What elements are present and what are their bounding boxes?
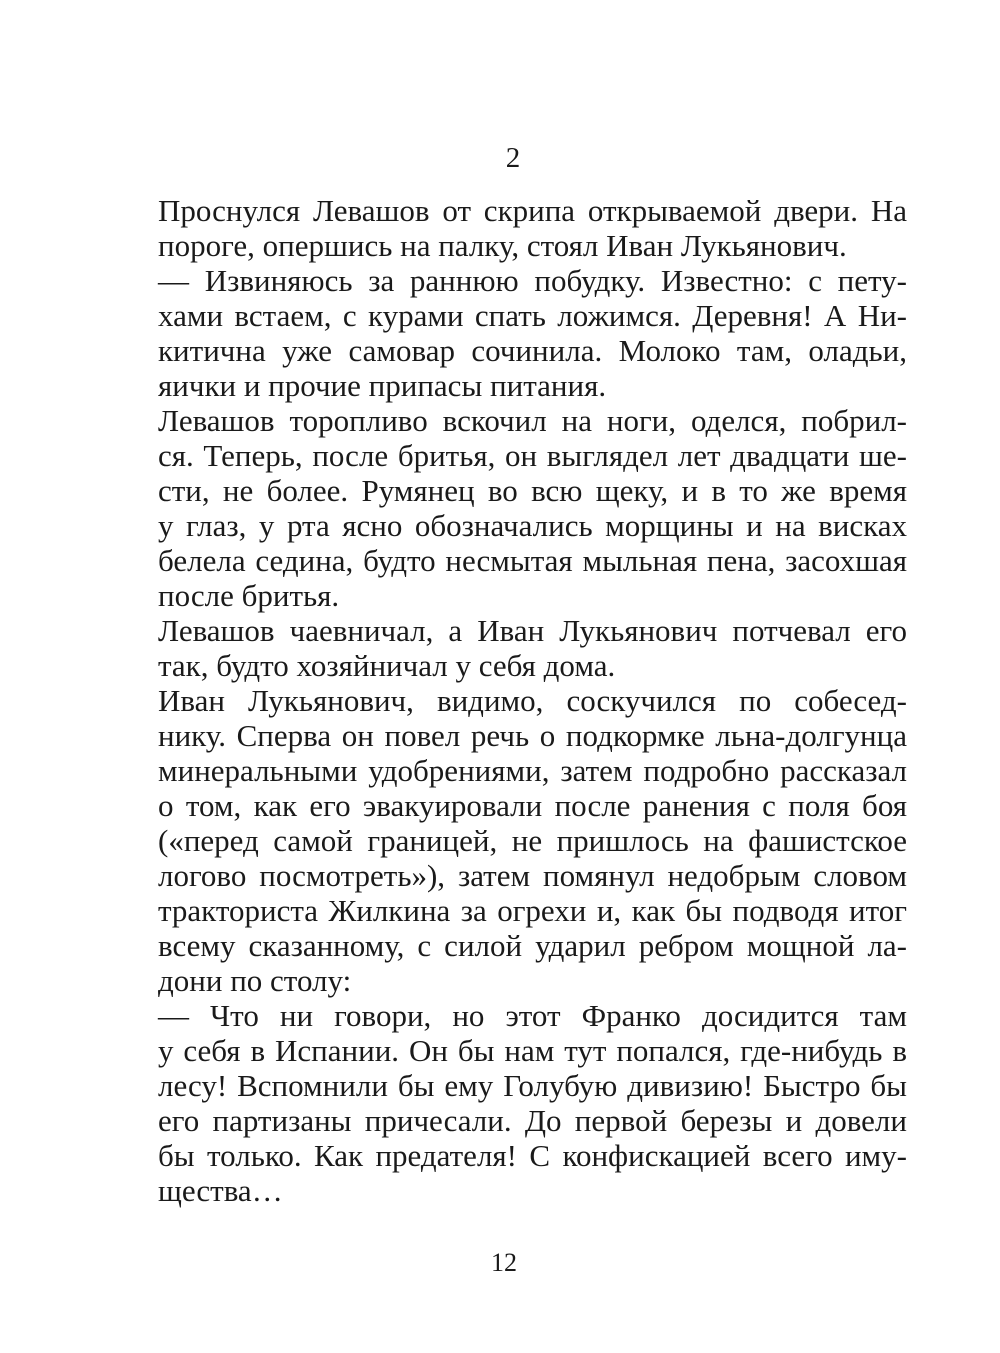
body-text — [121, 193, 907, 1208]
paragraph — [121, 193, 907, 263]
paragraph — [121, 998, 907, 1208]
text-line: о том, как его эвакуировали после ранения с поля боя — [158, 788, 907, 823]
text-line: лесу! Вспомнили бы ему Голубую дивизию! Быстро бы — [158, 1068, 907, 1103]
text-line: — Что ни говори, но этот Франко досидится там — [158, 998, 907, 1033]
text-line: китична уже самовар сочинила. Молоко там, оладьи, — [158, 333, 907, 368]
text-line: нику. Сперва он повел речь о подкормке льна-долгунца — [158, 718, 907, 753]
text-line: хами встаем, с курами спать ложимся. Деревня! А Ни- — [158, 298, 907, 333]
text-line: тракториста Жилкина за огрехи и, как бы подводя итог — [158, 893, 907, 928]
text-line: у глаз, у рта ясно обозначались морщины и на висках — [158, 508, 907, 543]
paragraph — [121, 613, 907, 683]
text-line: логово посмотреть»), затем помянул недобрым словом — [158, 858, 907, 893]
text-line: Левашов чаевничал, а Иван Лукьянович потчевал его — [158, 613, 907, 648]
text-line: («перед самой границей, не пришлось на фашистское — [158, 823, 907, 858]
text-line: Проснулся Левашов от скрипа открываемой двери. На — [158, 193, 907, 228]
text-line: бы только. Как предателя! С конфискацией всего иму- — [158, 1138, 907, 1173]
text-line: после бритья. — [158, 578, 340, 613]
text-line: минеральными удобрениями, затем подробно рассказал — [158, 753, 907, 788]
text-line: так, будто хозяйничал у себя дома. — [158, 648, 616, 683]
text-line: его партизаны причесали. До первой березы и довели — [158, 1103, 907, 1138]
text-line: пороге, опершись на палку, стоял Иван Лукьянович. — [158, 228, 847, 263]
page-number: 12 — [491, 1248, 517, 1277]
text-line: — Извиняюсь за раннюю побудку. Известно: с пету- — [158, 263, 907, 298]
chapter-number: 2 — [505, 142, 521, 174]
text-line: щества… — [158, 1173, 283, 1208]
text-line: ся. Теперь, после бритья, он выглядел лет двадцати ше- — [158, 438, 907, 473]
text-line: яички и прочие припасы питания. — [158, 368, 607, 403]
paragraph — [121, 683, 907, 998]
text-line: дони по столу: — [158, 963, 352, 998]
paragraph — [121, 263, 907, 403]
text-line: всему сказанному, с силой ударил ребром мощной ла- — [158, 928, 907, 963]
text-line: сти, не более. Румянец во всю щеку, и в то же время — [158, 473, 907, 508]
text-line: у себя в Испании. Он бы нам тут попался, где-нибудь в — [158, 1033, 907, 1068]
text-line: Иван Лукьянович, видимо, соскучился по собесед- — [158, 683, 907, 718]
text-line: Левашов торопливо вскочил на ноги, оделся, побрил- — [158, 403, 907, 438]
paragraph — [121, 403, 907, 613]
text-line: белела седина, будто несмытая мыльная пена, засохшая — [158, 543, 907, 578]
